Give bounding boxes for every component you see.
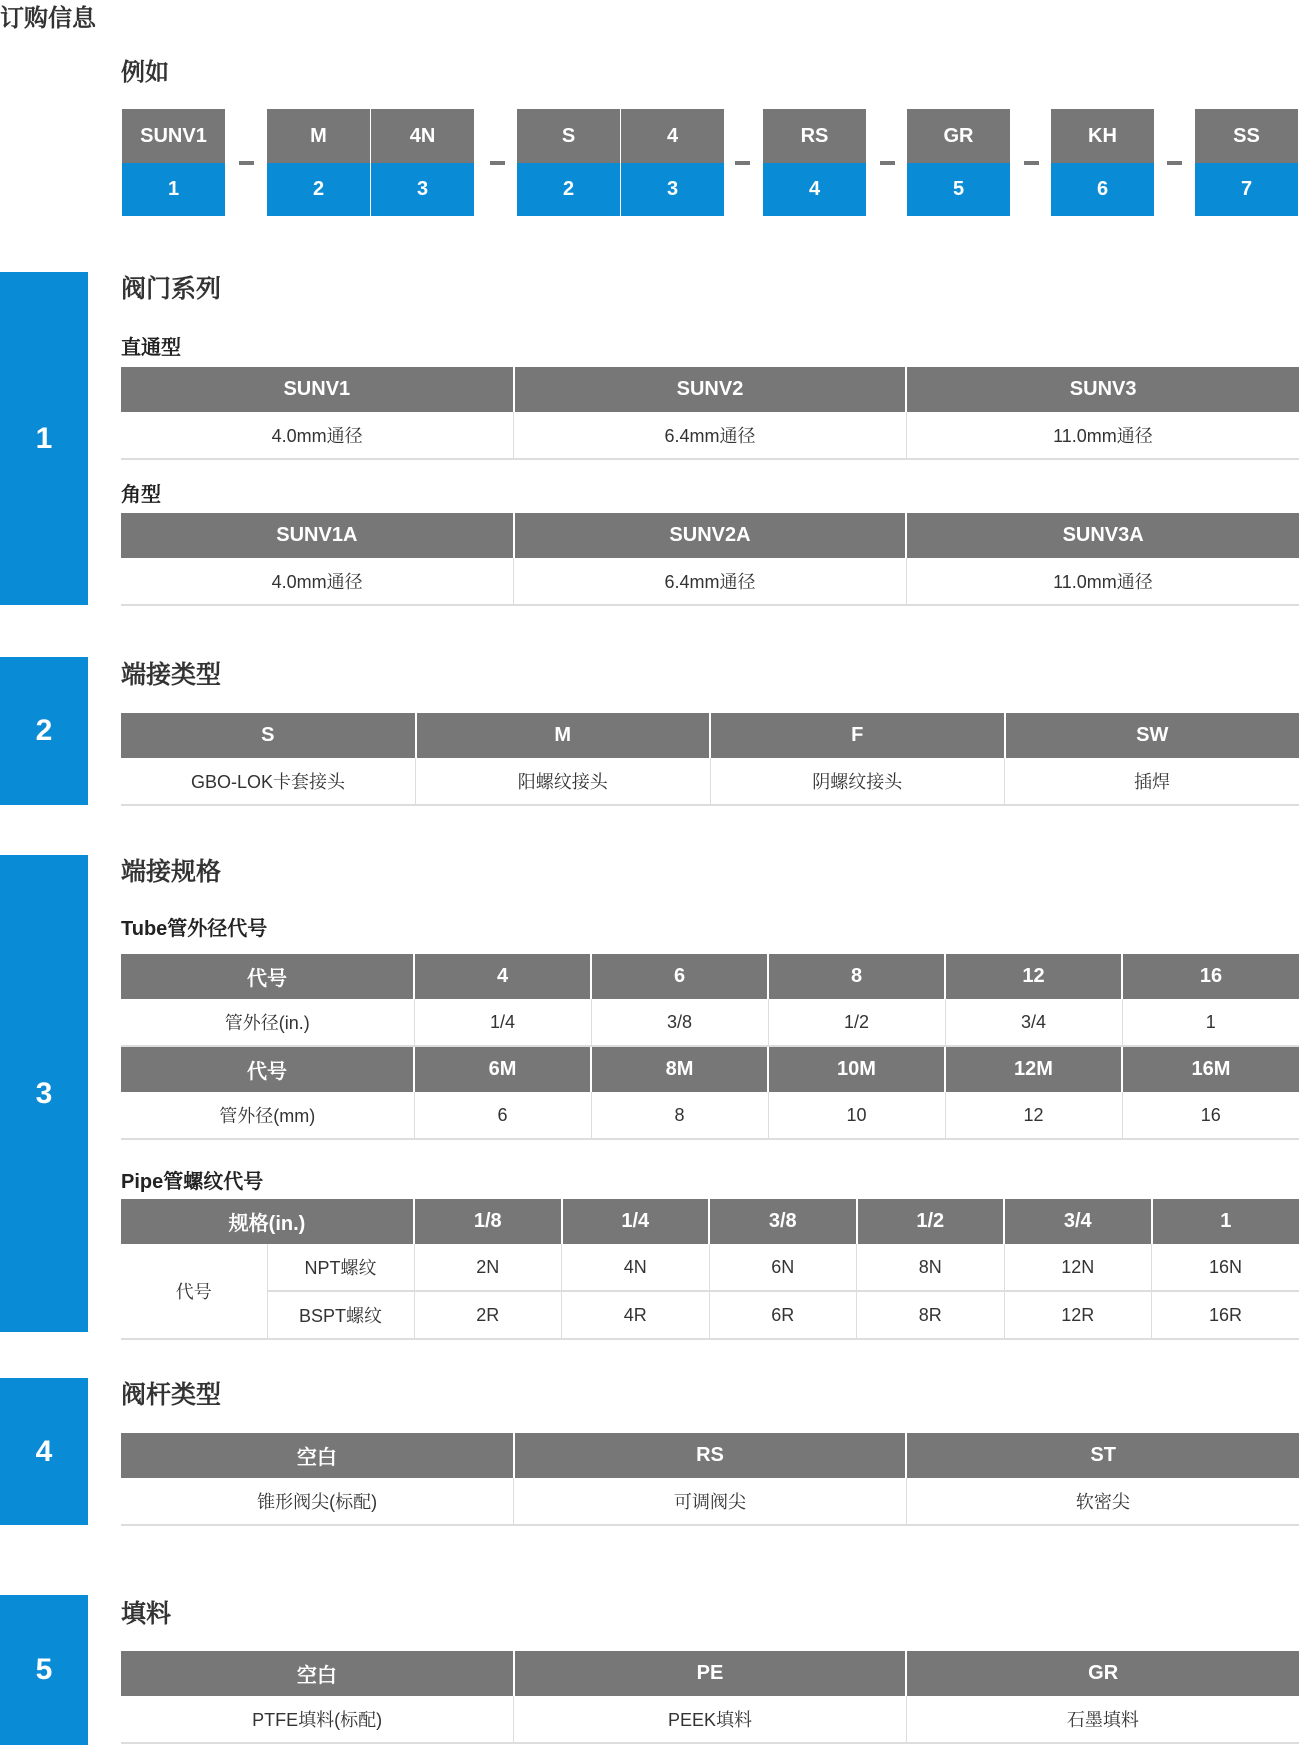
code-label: GR — [907, 109, 1010, 163]
table-header-cell: SUNV1 — [121, 367, 514, 412]
table-cell: 锥形阀尖(标配) — [121, 1478, 514, 1525]
code-box — [267, 109, 370, 216]
code-label: M — [267, 109, 370, 163]
table-header-cell: SUNV1A — [121, 513, 514, 558]
code-number: 2 — [517, 163, 620, 216]
table-cell: 4.0mm通径 — [121, 412, 514, 459]
code-box — [621, 109, 724, 216]
table-header-cell: 6M — [414, 1046, 591, 1092]
table-header-cell: ST — [906, 1433, 1299, 1478]
table-cell: 3/4 — [945, 999, 1122, 1046]
table-cell: 管外径(in.) — [121, 999, 414, 1046]
table-cell: 4R — [562, 1291, 710, 1339]
straight-type-title: 直通型 — [121, 337, 181, 359]
table-cell: NPT螺纹 — [267, 1244, 414, 1291]
table-header-cell: 12 — [945, 954, 1122, 999]
table-cell: 8R — [857, 1291, 1005, 1339]
table-cell: 3/8 — [591, 999, 768, 1046]
table-header-cell: 1/2 — [857, 1199, 1005, 1244]
table-cell: 4.0mm通径 — [121, 558, 514, 605]
dash-separator — [735, 161, 750, 165]
table-header-cell: 8 — [768, 954, 945, 999]
code-label: SUNV1 — [122, 109, 225, 163]
table-cell: 11.0mm通径 — [906, 412, 1299, 459]
code-number: 2 — [267, 163, 370, 216]
dash-separator — [1024, 161, 1039, 165]
code-label: S — [517, 109, 620, 163]
tube-od-table — [121, 954, 1299, 1140]
table-header-cell: 12M — [945, 1046, 1122, 1092]
table-cell: 6N — [709, 1244, 857, 1291]
table-header-cell: 10M — [768, 1046, 945, 1092]
table-cell: PTFE填料(标配) — [121, 1696, 514, 1743]
table-header-cell: SW — [1005, 713, 1300, 758]
table-cell: 4N — [562, 1244, 710, 1291]
section-2-title: 端接类型 — [121, 661, 222, 689]
pipe-thread-title: Pipe管螺纹代号 — [121, 1171, 264, 1193]
code-number: 6 — [1051, 163, 1154, 216]
packing-table — [121, 1651, 1299, 1744]
table-cell: 6 — [414, 1092, 591, 1139]
table-cell: 8N — [857, 1244, 1005, 1291]
table-header-cell: 6 — [591, 954, 768, 999]
code-number: 7 — [1195, 163, 1298, 216]
table-cell: 16N — [1152, 1244, 1300, 1291]
table-header-cell: 空白 — [121, 1433, 514, 1478]
table-cell: 代号 — [121, 1244, 267, 1339]
table-cell: 6R — [709, 1291, 857, 1339]
table-header-cell: 空白 — [121, 1651, 514, 1696]
table-cell: PEEK填料 — [514, 1696, 907, 1743]
table-cell: 8 — [591, 1092, 768, 1139]
code-label: 4N — [371, 109, 474, 163]
straight-type-table — [121, 367, 1299, 460]
table-header-cell: SUNV2A — [514, 513, 907, 558]
end-connection-type-table — [121, 713, 1299, 806]
table-cell: 6.4mm通径 — [514, 558, 907, 605]
code-box — [371, 109, 474, 216]
example-title: 例如 — [121, 59, 169, 86]
table-cell: 12 — [945, 1092, 1122, 1139]
code-box — [763, 109, 866, 216]
table-cell: 2R — [414, 1291, 562, 1339]
table-cell: 阴螺纹接头 — [710, 758, 1005, 805]
table-header-cell: GR — [906, 1651, 1299, 1696]
section-1-number: 1 — [0, 272, 88, 605]
table-header-cell: 3/8 — [709, 1199, 857, 1244]
angle-type-title: 角型 — [121, 484, 161, 506]
table-cell: 1/2 — [768, 999, 945, 1046]
section-1-title: 阀门系列 — [121, 275, 222, 303]
table-cell: 12R — [1004, 1291, 1152, 1339]
table-cell: 1 — [1122, 999, 1299, 1046]
table-header-cell: 规格(in.) — [121, 1199, 414, 1244]
table-cell: 6.4mm通径 — [514, 412, 907, 459]
table-cell: 石墨填料 — [906, 1696, 1299, 1743]
table-header-cell: SUNV2 — [514, 367, 907, 412]
code-box — [122, 109, 225, 216]
dash-separator — [880, 161, 895, 165]
table-cell: 插焊 — [1005, 758, 1300, 805]
table-cell: 11.0mm通径 — [906, 558, 1299, 605]
table-header-cell: S — [121, 713, 416, 758]
dash-separator — [490, 161, 505, 165]
table-cell: 管外径(mm) — [121, 1092, 414, 1139]
section-5-number: 5 — [0, 1595, 88, 1745]
section-4-number: 4 — [0, 1378, 88, 1525]
table-header-cell: 代号 — [121, 1046, 414, 1092]
dash-separator — [239, 161, 254, 165]
table-cell: 16R — [1152, 1291, 1300, 1339]
code-label: RS — [763, 109, 866, 163]
table-cell: 可调阀尖 — [514, 1478, 907, 1525]
table-cell: 软密尖 — [906, 1478, 1299, 1525]
code-number: 1 — [122, 163, 225, 216]
table-cell: 12N — [1004, 1244, 1152, 1291]
table-cell: 16 — [1122, 1092, 1299, 1139]
table-cell: GBO-LOK卡套接头 — [121, 758, 416, 805]
table-cell: 1/4 — [414, 999, 591, 1046]
code-label: 4 — [621, 109, 724, 163]
section-5-title: 填料 — [121, 1600, 172, 1628]
code-label: KH — [1051, 109, 1154, 163]
code-number: 3 — [371, 163, 474, 216]
code-box — [907, 109, 1010, 216]
table-cell: 阳螺纹接头 — [416, 758, 711, 805]
table-header-cell: F — [710, 713, 1005, 758]
angle-type-table — [121, 513, 1299, 606]
table-header-cell: SUNV3A — [906, 513, 1299, 558]
code-box — [1195, 109, 1298, 216]
table-header-cell: 4 — [414, 954, 591, 999]
table-header-cell: SUNV3 — [906, 367, 1299, 412]
code-label: SS — [1195, 109, 1298, 163]
page-title: 订购信息 — [0, 5, 96, 32]
code-number: 3 — [621, 163, 724, 216]
code-box — [1051, 109, 1154, 216]
code-box — [517, 109, 620, 216]
table-header-cell: M — [416, 713, 711, 758]
table-header-cell: 代号 — [121, 954, 414, 999]
table-header-cell: PE — [514, 1651, 907, 1696]
table-cell: 2N — [414, 1244, 562, 1291]
table-cell: 10 — [768, 1092, 945, 1139]
code-number: 5 — [907, 163, 1010, 216]
table-header-cell: RS — [514, 1433, 907, 1478]
tube-od-title: Tube管外径代号 — [121, 918, 268, 940]
table-header-cell: 16 — [1122, 954, 1299, 999]
table-header-cell: 1/4 — [562, 1199, 710, 1244]
table-header-cell: 3/4 — [1004, 1199, 1152, 1244]
section-2-number: 2 — [0, 657, 88, 805]
section-3-number: 3 — [0, 855, 88, 1332]
pipe-thread-table — [121, 1199, 1299, 1340]
table-header-cell: 16M — [1122, 1046, 1299, 1092]
table-header-cell: 8M — [591, 1046, 768, 1092]
code-number: 4 — [763, 163, 866, 216]
section-3-title: 端接规格 — [121, 858, 222, 886]
section-4-title: 阀杆类型 — [121, 1381, 222, 1409]
dash-separator — [1167, 161, 1182, 165]
table-header-cell: 1 — [1152, 1199, 1300, 1244]
table-header-cell: 1/8 — [414, 1199, 562, 1244]
table-cell: BSPT螺纹 — [267, 1291, 414, 1339]
stem-type-table — [121, 1433, 1299, 1526]
